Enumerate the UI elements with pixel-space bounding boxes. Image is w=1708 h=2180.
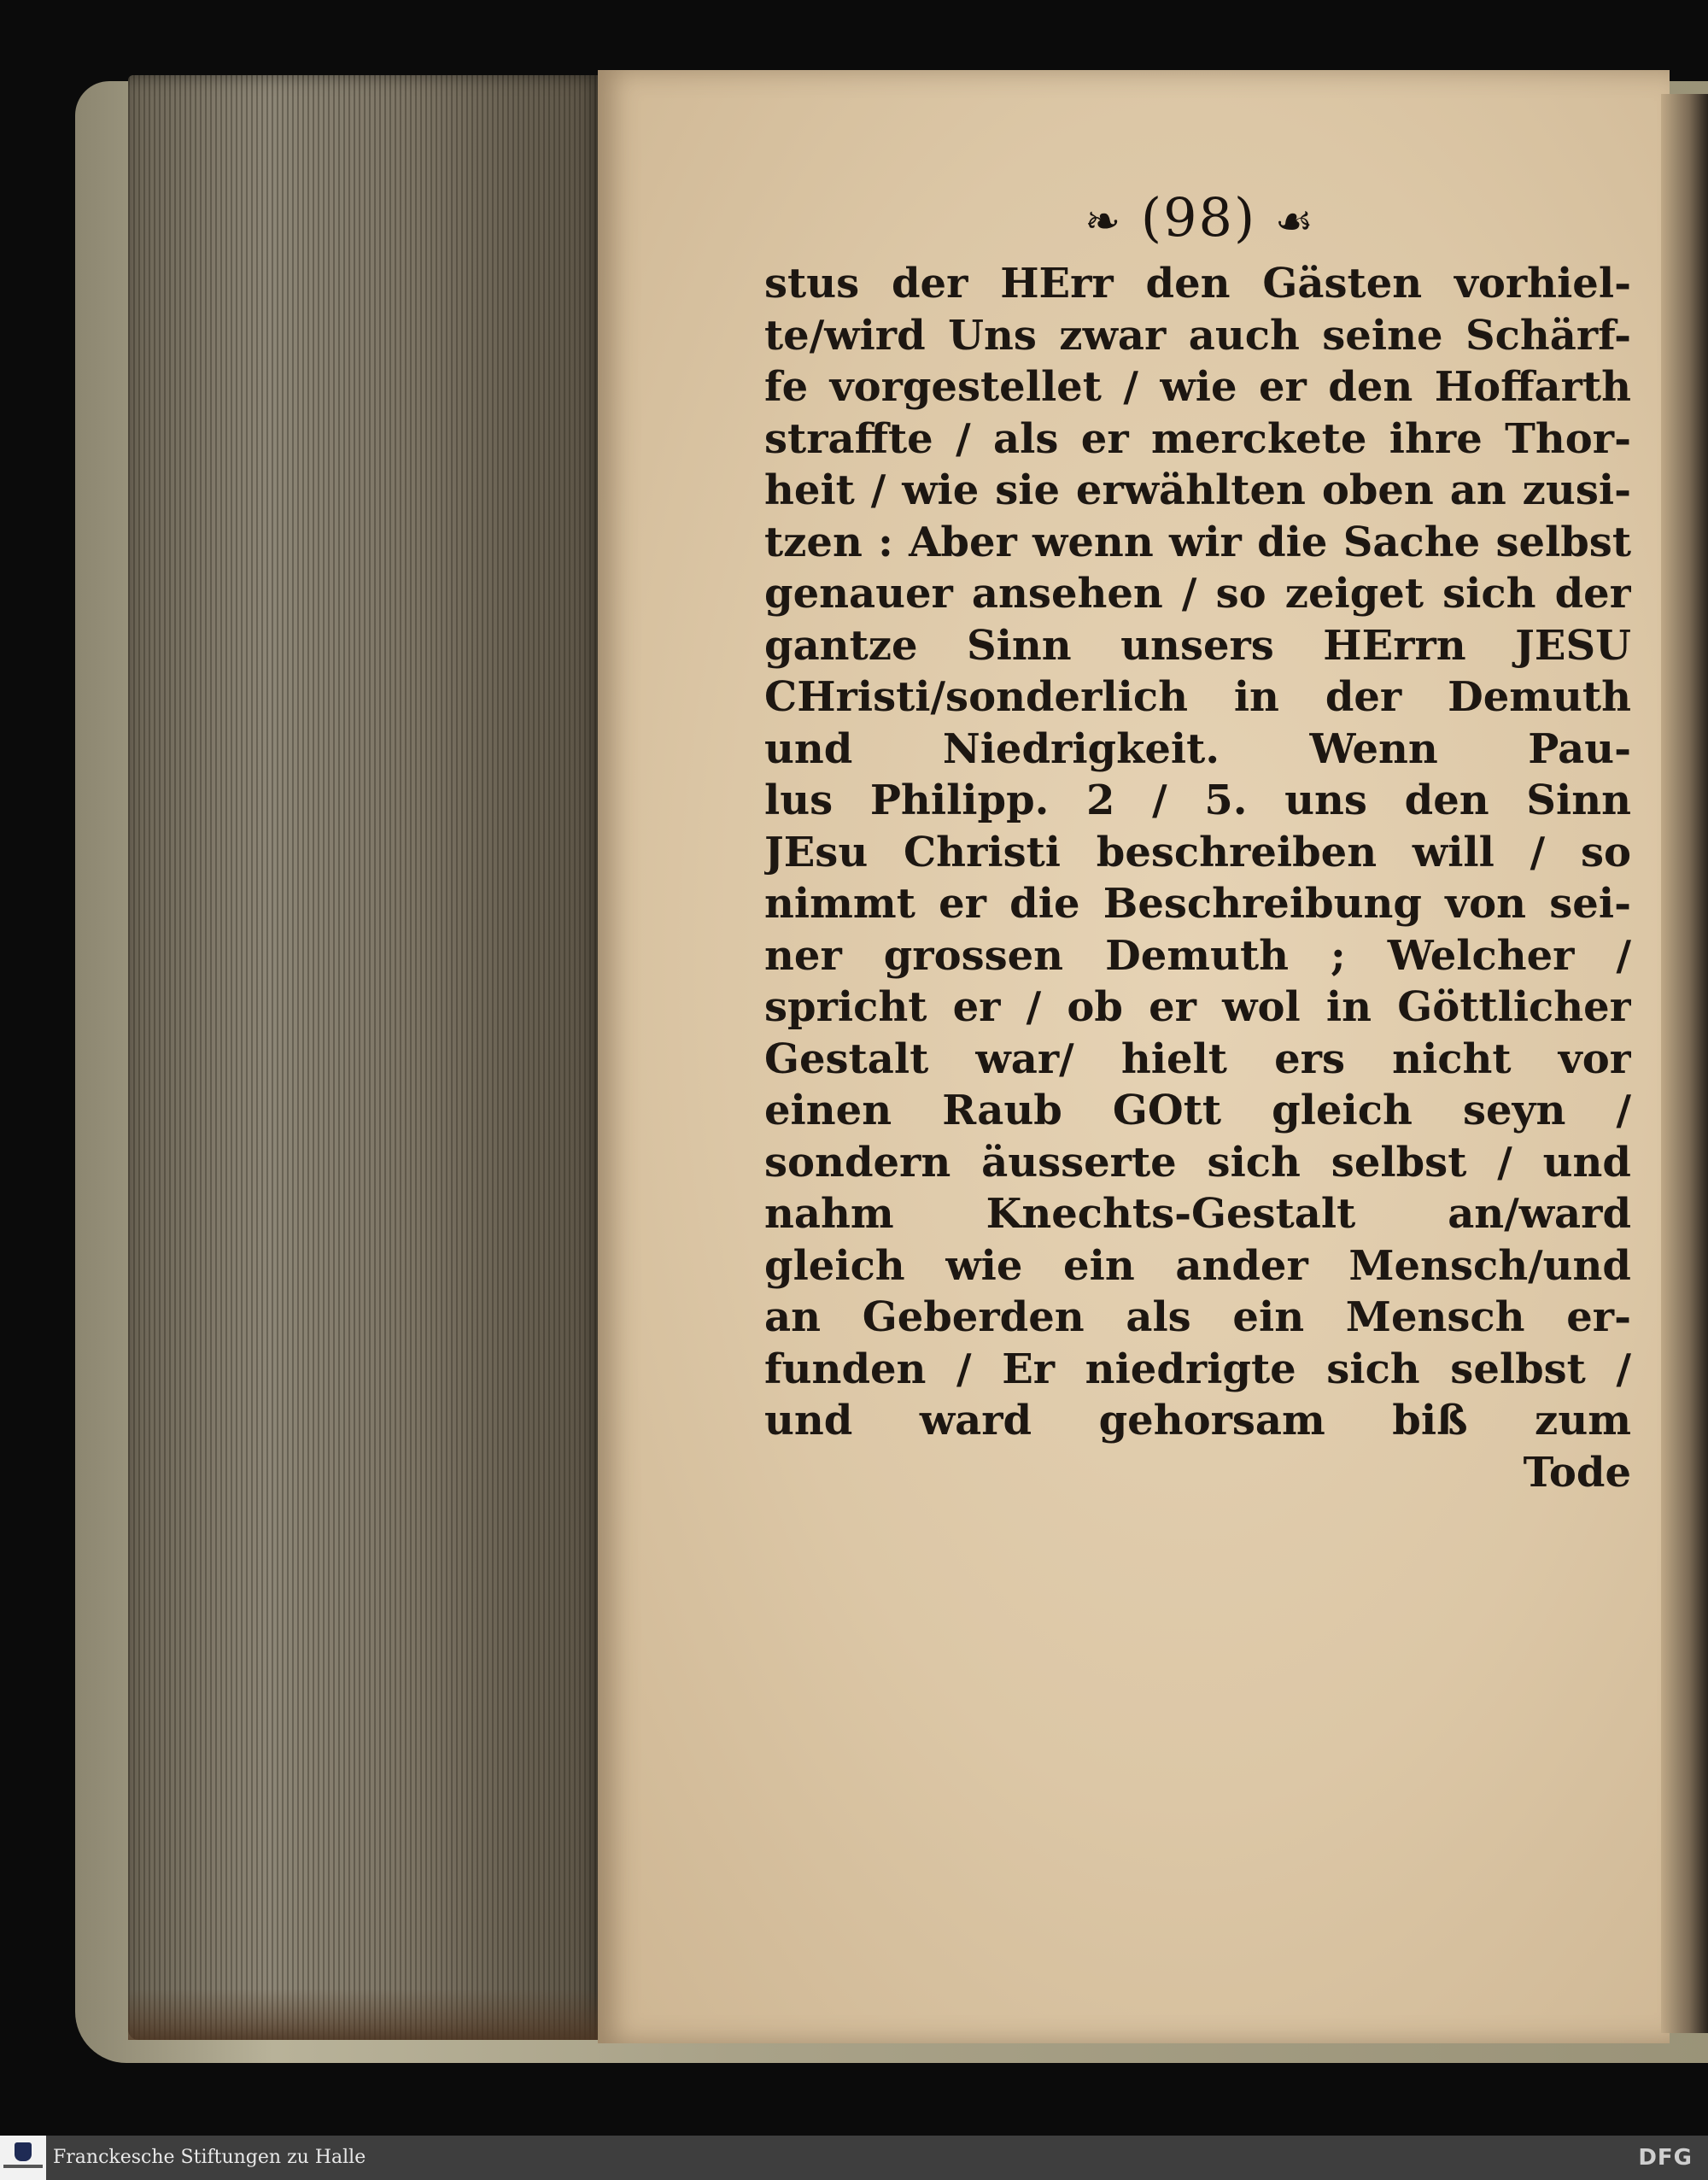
text-line: an Geberden als ein Mensch er- (764, 1293, 1631, 1341)
text-line: straffte / als er merckete ihre Thor- (764, 414, 1631, 463)
text-line: fe vorgestellet / wie er den Hoffarth (764, 363, 1631, 411)
page-block-edge (128, 75, 602, 2040)
page-number-heading (1021, 184, 1379, 252)
text-line: te/wird Uns zwar auch seine Schärf- (764, 311, 1631, 360)
text-line: funden / Er niedrigte sich selbst / (764, 1345, 1631, 1393)
text-line: nimmt er die Beschreibung von sei- (764, 880, 1631, 928)
catchword: Tode (1523, 1448, 1631, 1497)
text-line: tzen : Aber wenn wir die Sache selbst (764, 518, 1631, 566)
text-line: ner grossen Demuth ; Welcher / (764, 931, 1631, 980)
text-line: genauer ansehen / so zeiget sich der (764, 570, 1631, 618)
page-edge-shadow (128, 1989, 602, 2040)
dfg-logo[interactable]: DFG (1638, 2145, 1693, 2171)
text-line: nahm Knechts-Gestalt an/ward (764, 1190, 1631, 1238)
text-line: CHristi/sonderlich in der Demuth (764, 673, 1631, 721)
text-line: spricht er / ob er wol in Göttlicher (764, 983, 1631, 1031)
ornament-left-icon: ❧ (1085, 196, 1123, 246)
text-line: und ward gehorsam biß zum (764, 1397, 1631, 1445)
facing-page-gutter (1661, 94, 1708, 2033)
institution-logo[interactable] (0, 2136, 46, 2180)
text-line: gantze Sinn unsers HErrn JESU (764, 621, 1631, 670)
text-line: lus Philipp. 2 / 5. uns den Sinn (764, 776, 1631, 824)
text-line: Gestalt war/ hielt ers nicht vor (764, 1034, 1631, 1083)
institution-name: Franckesche Stiftungen zu Halle (53, 2147, 366, 2168)
logo-caption-bar (3, 2165, 43, 2168)
francke-logo-icon (15, 2142, 32, 2161)
viewer-footer (0, 2136, 1708, 2180)
text-line: heit / wie sie erwählten oben an zusi- (764, 466, 1631, 514)
text-line: stus der HErr den Gästen vorhiel- (764, 260, 1631, 308)
page-number: (98) (1140, 186, 1257, 249)
text-line: gleich wie ein ander Mensch/und (764, 1241, 1631, 1290)
text-line: sondern äusserte sich selbst / und (764, 1138, 1631, 1187)
ornament-right-icon: ☙ (1274, 196, 1315, 246)
text-line: JEsu Christi beschreiben will / so (764, 828, 1631, 876)
text-line: einen Raub GOtt gleich seyn / (764, 1087, 1631, 1134)
page-text (764, 258, 1631, 1498)
text-line: und Niedrigkeit. Wenn Pau- (764, 724, 1631, 773)
